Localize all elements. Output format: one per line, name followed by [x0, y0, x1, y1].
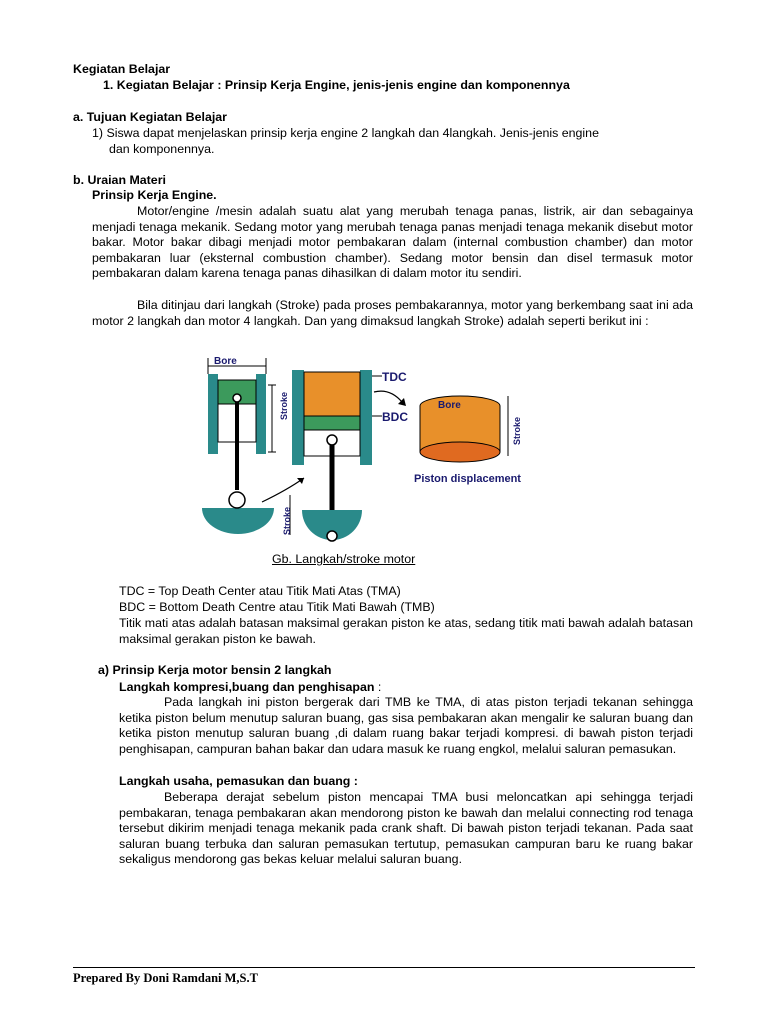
step2-title: Langkah usaha, pemasukan dan buang : — [119, 774, 358, 788]
label-stroke-bottom: Stroke — [282, 506, 292, 535]
dead-center-paragraph: Titik mati atas adalah batasan maksimal gerakan piston ke atas, sedang titik mati bawah adalah batasan maksimal gerakan piston ke bawah. — [119, 616, 693, 646]
paragraph-engine-definition: Motor/engine /mesin adalah suatu alat yang merubah tenaga panas, listrik, air dan sebagainya menjadi tenaga mekanik. Sedang motor yang merubah tenaga panas menjadi tenaga mekanik disebut motor bakar. Motor bakar dibagi menjadi motor pembakaran dalam (internal combustion chamber) dan motor pembakaran luar (eksternal combustion chamber). Sedang motor bensin dan disel termasuk motor pembakaran dalam karena tenaga panas dihasilkan di dalam motor itu sendiri. — [92, 204, 693, 280]
objective-line-1: 1) Siswa dapat menjelaskan prinsip kerja engine 2 langkah dan 4langkah. Jenis-jenis engine — [92, 126, 599, 140]
stroke-diagram — [192, 350, 527, 550]
label-tdc: TDC — [382, 370, 407, 384]
section-b-title: b. Uraian Materi — [73, 173, 166, 187]
subheading: 1. Kegiatan Belajar : Prinsip Kerja Engine, jenis-jenis engine dan komponennya — [103, 78, 570, 92]
step1-paragraph: Pada langkah ini piston bergerak dari TMB ke TMA, di atas piston terjadi tekanan sehingga ketika piston belum menutup saluran buang, gas sisa pembakaran akan mengalir ke saluran buang dan ketika piston menutup saluran buang ,di dalam ruang bakar terjadi kompresi. di bawah piston terjadi penghisapan, campuran bahan bakar dan udara masuk ke ruang engkol, melalui saluran pemasukan. — [119, 695, 693, 756]
heading: Kegiatan Belajar — [73, 62, 171, 76]
section-c-title: a) Prinsip Kerja motor bensin 2 langkah — [98, 663, 332, 677]
section-a-title: a. Tujuan Kegiatan Belajar — [73, 110, 228, 124]
displacement-cylinder — [420, 396, 508, 462]
label-stroke-left: Stroke — [279, 391, 289, 420]
label-bore-left: Bore — [214, 356, 237, 367]
footer-divider — [73, 967, 695, 968]
label-bore-right: Bore — [438, 400, 461, 411]
label-stroke-right: Stroke — [512, 416, 522, 445]
left-cylinder — [202, 358, 276, 534]
step1-heading — [119, 680, 381, 696]
footer-author: Prepared By Doni Ramdani M,S.T — [73, 971, 258, 985]
step1-title: Langkah kompresi,buang dan penghisapan — [119, 680, 375, 694]
section-b-subtitle: Prinsip Kerja Engine. — [92, 188, 217, 202]
stroke-diagram-svg — [192, 350, 527, 550]
step1-colon: : — [374, 680, 382, 694]
objective-line-2: dan komponennya. — [109, 142, 215, 156]
figure-caption: Gb. Langkah/stroke motor — [272, 552, 416, 566]
tdc-definition: TDC = Top Death Center atau Titik Mati Atas (TMA) — [119, 584, 401, 598]
step2-paragraph: Beberapa derajat sebelum piston mencapai TMA busi meloncatkan api sehingga terjadi pembakaran, tenaga pembakaran akan mendorong piston ke bawah dan melalui connecting rod tenaga tersebut dikirim menjadi tenaga mekanik pada crank shaft. Di bawah piston terjadi tekanan. Pada saat saluran buang terbuka dan saluran pemasukan tertutup, pemasukan campuran baru ke ruang bakar sekaligus mendorong gas bekas keluar melalui saluran buang. — [119, 790, 693, 866]
paragraph-stroke-intro: Bila ditinjau dari langkah (Stroke) pada proses pembakarannya, motor yang berkembang saat ini ada motor 2 langkah dan motor 4 langkah. Dan yang dimaksud langkah Stroke) adalah seperti berikut ini : — [92, 298, 693, 328]
label-piston-displacement: Piston displacement — [414, 473, 521, 485]
middle-cylinder — [290, 370, 382, 541]
label-bdc: BDC — [382, 410, 408, 424]
bdc-definition: BDC = Bottom Death Centre atau Titik Mati Bawah (TMB) — [119, 600, 435, 614]
